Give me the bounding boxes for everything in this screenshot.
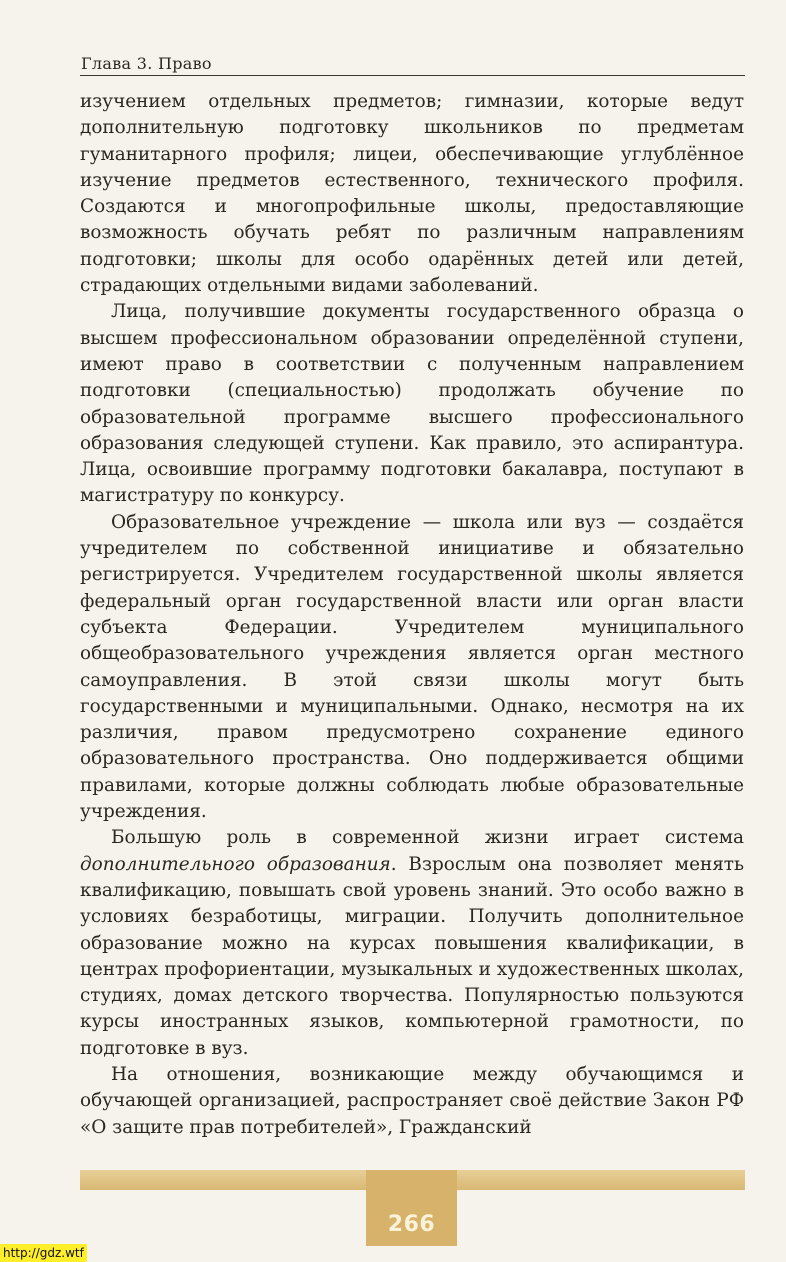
body-text xyxy=(80,89,744,1141)
running-title: Глава 3. Право xyxy=(81,54,212,73)
paragraph-2: Лица, получившие документы государственного образца о высшем профессиональном образовании определённой ступени, имеют право в соответствии с полученным направлением подготовки (специальностью) продолжать обучение по образовательной программе высшего профессионального образования следующей ступени. Как правило, это аспирантура. Лица, освоившие программу подготовки бакалавра, поступают в магистратуру по конкурсу. xyxy=(80,301,744,507)
paragraph-4-end: . Взрослым она позволяет менять квалификацию, повышать свой уровень знаний. Это особо важно в условиях безработицы, миграции. Получить дополнительное образование можно на курсах повышения квалификации, в центрах профориентации, музыкальных и художественных школах, студиях, домах детского творчества. Популярностью пользуются курсы иностранных языков, компьютерной грамотности, по подготовке в вуз. xyxy=(80,853,744,1059)
paragraph-3: Образовательное учреждение — школа или вуз — создаётся учредителем по собственной инициативе и обязательно регистрируется. Учредителем государственной школы является федеральный орган государственной власти или орган власти субъекта Федерации. Учредителем муниципального общеобразовательного учреждения является орган местного самоуправления. В этой связи школы могут быть государственными и муниципальными. Однако, несмотря на их различия, правом предусмотрено сохранение единого образовательного пространства. Оно поддерживается общими правилами, которые должны соблюдать любые образовательные учреждения. xyxy=(80,511,744,823)
term-additional-education: дополнительного образования xyxy=(80,853,391,875)
paragraph-5: На отношения, возникающие между обучающимся и обучающей организацией, распространяет своё действие Закон РФ «О защите прав потребителей», Гражданский xyxy=(80,1063,744,1138)
page-number-tab xyxy=(366,1170,457,1246)
paragraph-4-start: Большую роль в современной жизни играет система xyxy=(111,827,744,849)
header-rule xyxy=(80,75,745,76)
paragraph-4 xyxy=(80,825,744,1062)
watermark-link[interactable]: http://gdz.wtf xyxy=(0,1244,87,1262)
paragraph-1: изучением отдельных предметов; гимназии, которые ведут дополнительную подготовку школьников по предметам гуманитарного профиля; лицеи, обеспечивающие углублённое изучение предметов естественного, технического профиля. Создаются и многопрофильные школы, предоставляющие возможность обучать ребят по различным направлениям подготовки; школы для особо одарённых детей или детей, страдающих отдельными видами заболеваний. xyxy=(80,91,744,297)
page-number: 266 xyxy=(387,1211,436,1237)
